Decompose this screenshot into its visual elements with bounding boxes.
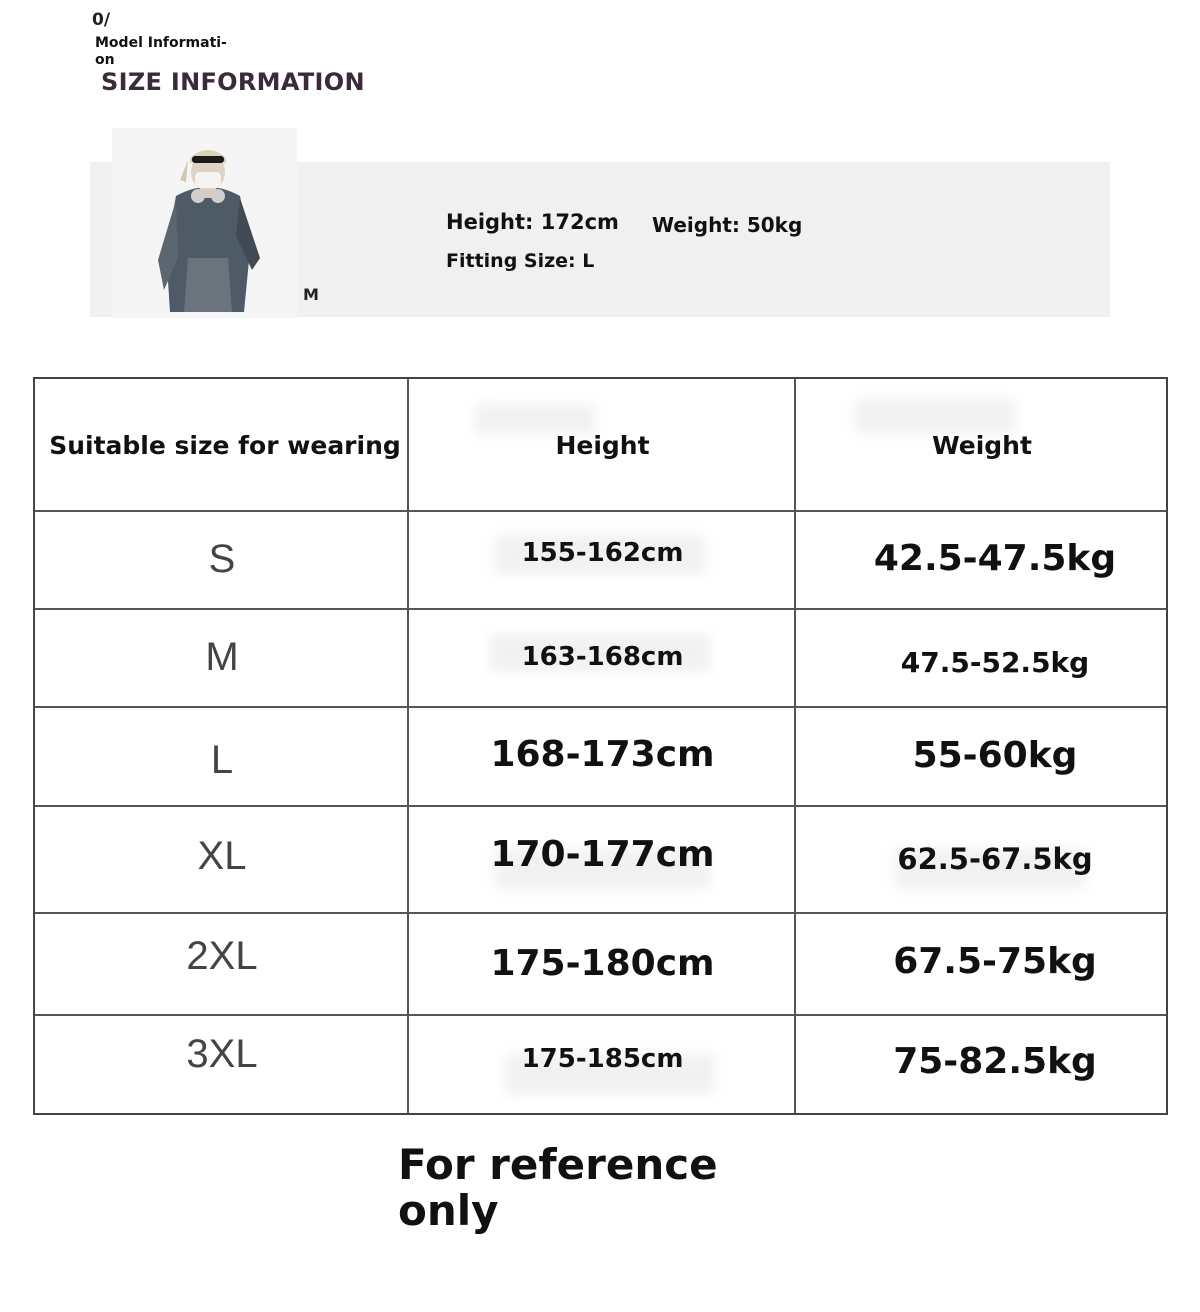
model-photo (148, 140, 268, 312)
model-fitting-size: Fitting Size: L (446, 250, 595, 272)
weight-range-l: 55-60kg (912, 734, 1078, 776)
height-range-2xl: 175-180cm (490, 942, 715, 984)
size-table (33, 377, 1168, 1115)
weight-range-xl: 62.5-67.5kg (897, 841, 1093, 876)
model-information-label: Model Informati- on (95, 35, 227, 68)
size-label-s: S (208, 536, 236, 581)
header-weight: Weight (932, 431, 1032, 460)
model-height: Height: 172cm (446, 210, 619, 234)
header-height: Height (555, 431, 650, 460)
size-label-l: L (210, 737, 234, 782)
height-range-m: 163-168cm (521, 642, 684, 672)
size-label-3xl: 3XL (186, 1031, 258, 1076)
section-number: 0/ (92, 10, 111, 30)
weight-range-2xl: 67.5-75kg (893, 940, 1097, 982)
height-range-s: 155-162cm (521, 538, 684, 568)
size-label-m: M (205, 634, 239, 679)
size-label-2xl: 2XL (186, 933, 258, 978)
reference-note: For reference only (398, 1140, 718, 1235)
model-photo-size-label: M (303, 285, 319, 304)
weight-range-3xl: 75-82.5kg (893, 1041, 1097, 1082)
weight-range-m: 47.5-52.5kg (900, 645, 1090, 679)
size-label-xl: XL (197, 833, 247, 878)
size-information-title: SIZE INFORMATION (101, 68, 365, 96)
height-range-xl: 170-177cm (490, 833, 715, 875)
model-weight: Weight: 50kg (652, 213, 803, 237)
height-range-l: 168-173cm (490, 733, 715, 775)
height-range-3xl: 175-185cm (521, 1044, 684, 1074)
header-suitable-size: Suitable size for wearing (49, 431, 401, 460)
weight-range-s: 42.5-47.5kg (873, 537, 1117, 579)
